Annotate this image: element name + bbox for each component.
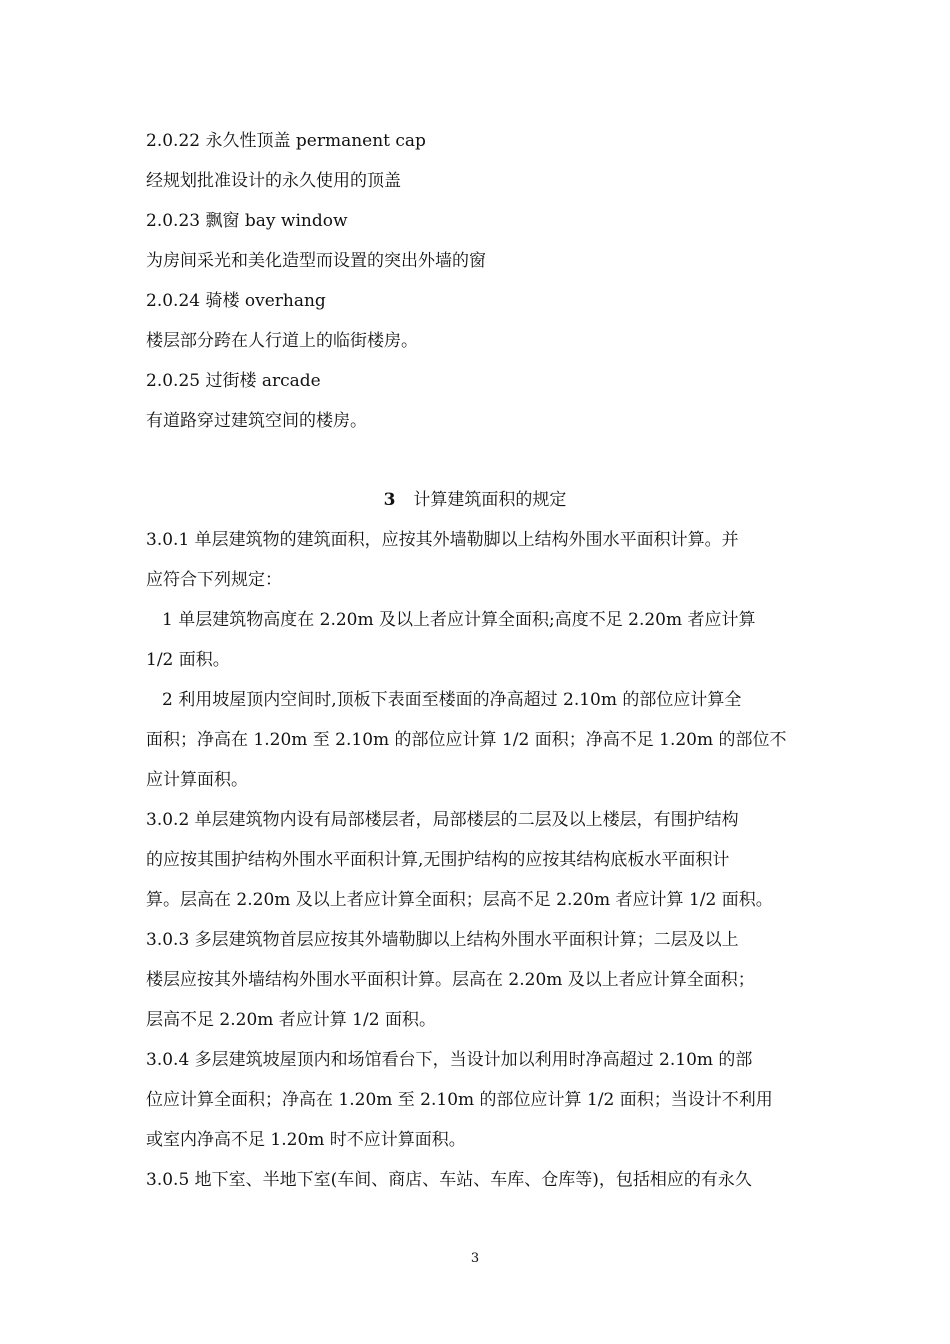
section-title: 计算建筑面积的规定 xyxy=(413,490,567,510)
body-line: 应符合下列规定： xyxy=(146,570,282,590)
body-line: 3.0.2 单层建筑物内设有局部楼层者，局部楼层的二层及以上楼层，有围护结构 xyxy=(146,810,739,830)
body-line: 或室内净高不足 1.20m 时不应计算面积。 xyxy=(146,1130,466,1150)
body-line: 3.0.3 多层建筑物首层应按其外墙勒脚以上结构外围水平面积计算；二层及以上 xyxy=(146,930,739,950)
body-line: 3.0.1 单层建筑物的建筑面积，应按其外墙勒脚以上结构外围水平面积计算。并 xyxy=(146,530,739,550)
section-number: 3 xyxy=(383,490,396,510)
body-line: 楼层应按其外墙结构外围水平面积计算。层高在 2.20m 及以上者应计算全面积； xyxy=(146,970,755,990)
body-line: 的应按其围护结构外围水平面积计算,无围护结构的应按其结构底板水平面积计 xyxy=(146,850,730,870)
body-line: 3.0.5 地下室、半地下室(车间、商店、车站、车库、仓库等)，包括相应的有永久 xyxy=(146,1170,752,1190)
page-number: 3 xyxy=(470,1251,480,1266)
term-definition: 楼层部分跨在人行道上的临街楼房。 xyxy=(146,331,418,351)
body-line: 面积；净高在 1.20m 至 2.10m 的部位应计算 1/2 面积；净高不足 1.20m 的部位不 xyxy=(146,730,787,750)
term-definition: 经规划批准设计的永久使用的顶盖 xyxy=(146,171,401,191)
section-heading xyxy=(0,490,950,510)
body-line: 1/2 面积。 xyxy=(146,650,230,670)
body-line: 3.0.4 多层建筑坡屋顶内和场馆看台下，当设计加以利用时净高超过 2.10m 的部 xyxy=(146,1050,753,1070)
body-line: 1 单层建筑物高度在 2.20m 及以上者应计算全面积;高度不足 2.20m 者应计算 xyxy=(162,610,756,630)
term-title: 2.0.23 飘窗 bay window xyxy=(146,211,348,231)
term-title: 2.0.25 过街楼 arcade xyxy=(146,371,321,391)
term-title: 2.0.22 永久性顶盖 permanent cap xyxy=(146,131,426,151)
body-line: 算。层高在 2.20m 及以上者应计算全面积；层高不足 2.20m 者应计算 1/2 面积。 xyxy=(146,890,773,910)
body-line: 层高不足 2.20m 者应计算 1/2 面积。 xyxy=(146,1010,436,1030)
term-title: 2.0.24 骑楼 overhang xyxy=(146,291,326,311)
body-line: 应计算面积。 xyxy=(146,770,248,790)
term-definition: 有道路穿过建筑空间的楼房。 xyxy=(146,411,367,431)
term-definition: 为房间采光和美化造型而设置的突出外墙的窗 xyxy=(146,251,486,271)
body-line: 2 利用坡屋顶内空间时,顶板下表面至楼面的净高超过 2.10m 的部位应计算全 xyxy=(162,690,742,710)
body-line: 位应计算全面积；净高在 1.20m 至 2.10m 的部位应计算 1/2 面积；当设计不利用 xyxy=(146,1090,773,1110)
